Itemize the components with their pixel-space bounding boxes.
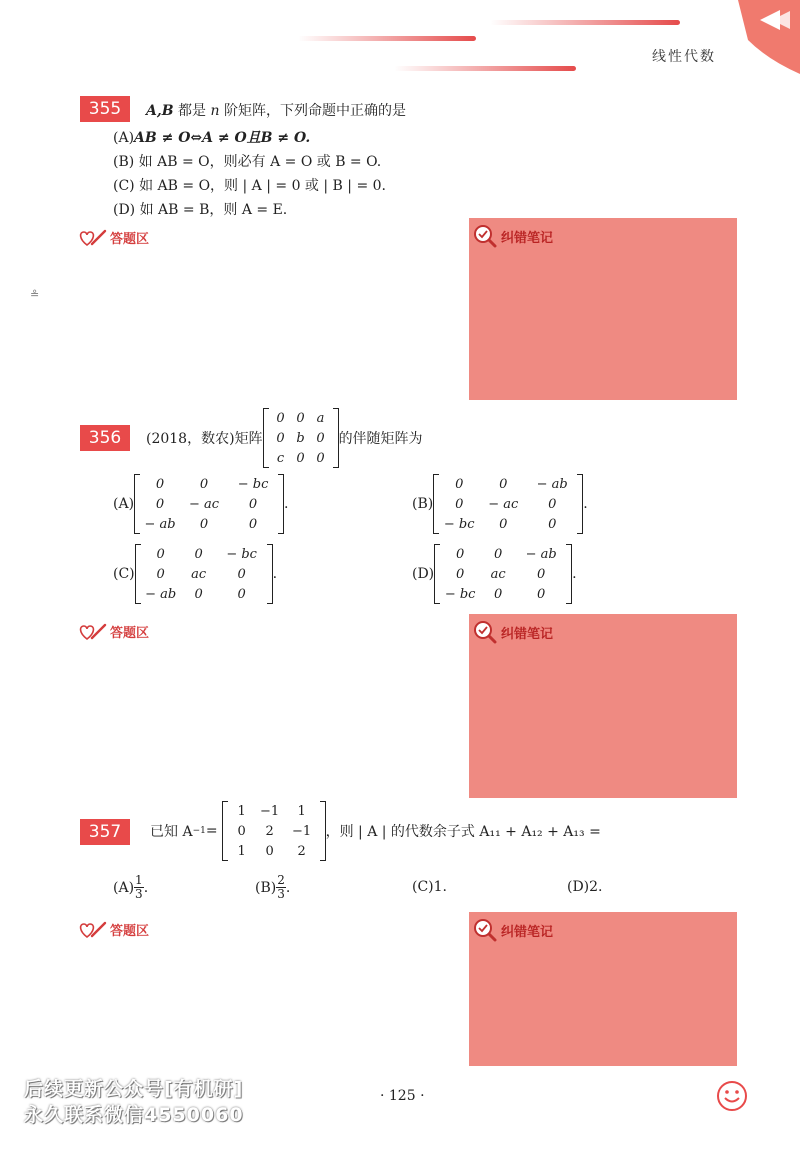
q357-option-b[interactable]: (B) $\frac{2}{3}$ . bbox=[255, 873, 291, 901]
matrix-entry: −1 bbox=[259, 803, 280, 819]
heart-pen-icon bbox=[78, 921, 108, 939]
watermark-line-2: 永久联系微信4550060 bbox=[24, 1104, 244, 1126]
matrix-entry: − bc bbox=[444, 586, 476, 602]
matrix-entry: 0 bbox=[248, 516, 258, 532]
matrix-entry: 0 bbox=[276, 430, 285, 446]
q356-option-d[interactable]: (D) 0 0 − ab 0 ac 0 − bc 0 0 . bbox=[412, 544, 577, 604]
matrix-entry: 0 bbox=[456, 546, 465, 562]
header-stripe-1 bbox=[298, 36, 476, 41]
matrix-entry: 0 bbox=[155, 476, 165, 492]
magnifier-check-icon bbox=[473, 620, 497, 644]
matrix-entry: − bc bbox=[237, 476, 269, 492]
matrix-entry: − bc bbox=[443, 516, 475, 532]
q355-option-a[interactable]: (A)AB ≠ O⇔A ≠ O且B ≠ O. bbox=[113, 130, 311, 146]
smiley-icon bbox=[716, 1080, 748, 1112]
correction-notes-label: 纠错笔记 bbox=[473, 620, 553, 644]
q357-option-d[interactable]: (D)2. bbox=[567, 879, 603, 895]
matrix-entry: 0 bbox=[296, 410, 305, 426]
magnifier-check-icon bbox=[473, 918, 497, 942]
correction-notes-label: 纠错笔记 bbox=[473, 918, 553, 942]
matrix-entry: − ac bbox=[488, 496, 519, 512]
matrix-entry: 0 bbox=[199, 476, 209, 492]
correction-notes-box-356[interactable] bbox=[469, 614, 737, 798]
answer-area-label-356: 答题区 bbox=[78, 622, 149, 641]
matrix-entry: 2 bbox=[265, 823, 274, 839]
matrix-entry: c bbox=[276, 450, 285, 466]
matrix-entry: 0 bbox=[499, 516, 508, 532]
subject-title: 线性代数 bbox=[652, 49, 716, 65]
matrix-entry: 0 bbox=[455, 476, 464, 492]
matrix-entry: ac bbox=[191, 566, 207, 582]
matrix-entry: 0 bbox=[494, 546, 503, 562]
matrix-entry: 0 bbox=[494, 586, 503, 602]
matrix-entry: −1 bbox=[291, 823, 312, 839]
question-356-stem: (2018，数农) 矩阵 0 0 a 0 b 0 c 0 0 的伴随矩阵为 bbox=[146, 408, 423, 468]
heart-pen-icon bbox=[78, 623, 108, 641]
matrix-entry: 0 bbox=[237, 823, 246, 839]
answer-area-label-357: 答题区 bbox=[78, 920, 149, 939]
corner-arrow-icon bbox=[738, 0, 800, 74]
margin-mark: ≗ bbox=[30, 288, 40, 301]
header-stripe-2 bbox=[490, 20, 680, 25]
matrix-entry: 0 bbox=[537, 586, 546, 602]
matrix-entry: 0 bbox=[194, 546, 203, 562]
matrix-entry: 0 bbox=[155, 496, 165, 512]
matrix-entry: b bbox=[296, 430, 305, 446]
given-matrix bbox=[263, 408, 339, 468]
matrix-entry: 0 bbox=[316, 430, 325, 446]
question-number-357: 357 bbox=[80, 819, 130, 845]
matrix-entry: 0 bbox=[548, 496, 557, 512]
matrix-entry: 0 bbox=[276, 410, 285, 426]
answer-area-label-355: 答题区 bbox=[78, 228, 149, 247]
q355-option-c[interactable]: (C) 如 AB = O，则 | A | = 0 或 | B | = 0. bbox=[113, 178, 386, 194]
matrix-entry: − bc bbox=[226, 546, 257, 562]
question-357-stem: 已知 A −1 = 1 −1 1 0 2 −1 1 0 2 ，则 | A | 的代数余子式 A₁₁ + A₁₂ + A₁₃ = bbox=[150, 801, 601, 861]
question-number-356: 356 bbox=[80, 425, 130, 451]
correction-notes-box-355[interactable] bbox=[469, 218, 737, 400]
matrix-entry: − ab bbox=[145, 586, 177, 602]
matrix-entry: 0 bbox=[548, 516, 557, 532]
matrix-entry: 0 bbox=[296, 450, 305, 466]
question-355-stem: A,B 都是 n 阶矩阵，下列命题中正确的是 bbox=[146, 103, 406, 119]
matrix-entry: − ab bbox=[525, 546, 557, 562]
heart-pen-icon bbox=[78, 229, 108, 247]
watermark-line-1: 后续更新公众号[有机研] bbox=[24, 1078, 244, 1100]
correction-notes-label: 纠错笔记 bbox=[473, 224, 553, 248]
matrix-entry: 0 bbox=[194, 586, 203, 602]
matrix-entry: 1 bbox=[297, 803, 306, 819]
q355-option-d[interactable]: (D) 如 AB = B，则 A = E. bbox=[113, 202, 288, 218]
header-stripe-3 bbox=[394, 66, 576, 71]
matrix-entry: 1 bbox=[237, 843, 246, 859]
matrix-entry: 0 bbox=[237, 566, 246, 582]
matrix-entry: a bbox=[316, 410, 325, 426]
q356-option-a[interactable]: (A) 0 0 − bc 0 − ac 0 − ab 0 0 . bbox=[113, 474, 289, 534]
q356-option-b[interactable]: (B) 0 0 − ab 0 − ac 0 − bc 0 0 . bbox=[412, 474, 588, 534]
matrix-entry: − ab bbox=[144, 516, 176, 532]
matrix-entry: 0 bbox=[248, 496, 258, 512]
matrix-entry: 0 bbox=[499, 476, 508, 492]
q355-option-b[interactable]: (B) 如 AB = O，则必有 A = O 或 B = O. bbox=[113, 154, 382, 170]
matrix-entry: ac bbox=[490, 566, 506, 582]
matrix-entry: 0 bbox=[237, 586, 246, 602]
q357-option-a[interactable]: (A) $\frac{1}{3}$ . bbox=[113, 873, 149, 901]
matrix-entry: 0 bbox=[265, 843, 274, 859]
matrix-entry: 1 bbox=[237, 803, 246, 819]
matrix-entry: 0 bbox=[456, 566, 465, 582]
question-number-355: 355 bbox=[80, 96, 130, 122]
matrix-entry: 0 bbox=[455, 496, 464, 512]
matrix-entry: − ab bbox=[536, 476, 568, 492]
matrix-entry: 0 bbox=[156, 546, 165, 562]
matrix-entry: 2 bbox=[297, 843, 306, 859]
matrix-entry: − ac bbox=[189, 496, 220, 512]
matrix-entry: 0 bbox=[316, 450, 325, 466]
matrix-entry: 0 bbox=[156, 566, 165, 582]
matrix-entry: 0 bbox=[537, 566, 546, 582]
q356-option-c[interactable]: (C) 0 0 − bc 0 ac 0 − ab 0 0 . bbox=[113, 544, 277, 604]
magnifier-check-icon bbox=[473, 224, 497, 248]
given-matrix bbox=[222, 801, 326, 861]
correction-notes-box-357[interactable] bbox=[469, 912, 737, 1066]
q357-option-c[interactable]: (C)1. bbox=[412, 879, 447, 895]
matrix-entry: 0 bbox=[199, 516, 209, 532]
page-number: · 125 · bbox=[380, 1088, 425, 1104]
